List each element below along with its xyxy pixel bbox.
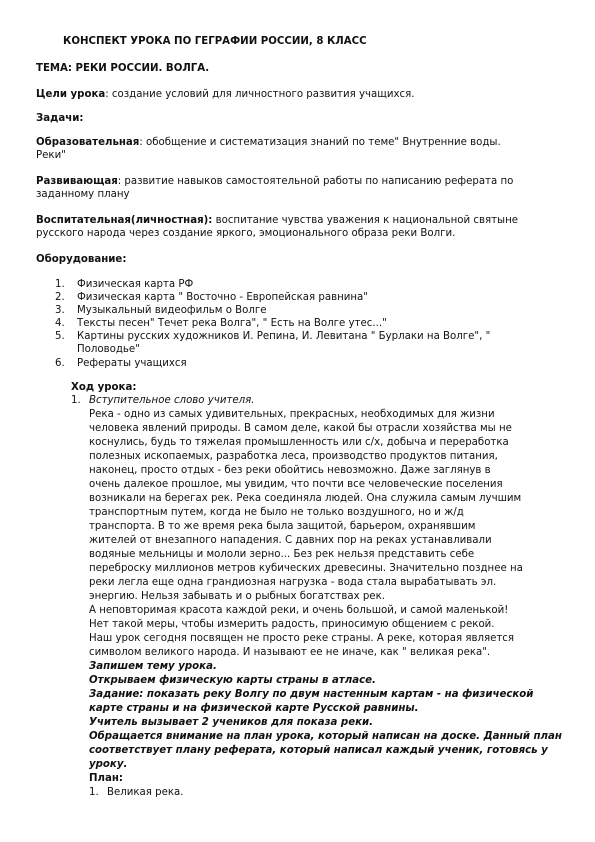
equipment-item-5: Картины русских художников И. Репина, И. Левитана " Бурлаки на Волге", "	[77, 331, 491, 342]
equipment-item-4-num: 4.	[55, 318, 65, 329]
educational-line-1	[36, 137, 501, 149]
upbringing-line-2: русского народа через создание яркого, эмоционального образа реки Волги.	[36, 228, 456, 239]
paragraph-line: наконец, просто отдых - без реки обойтись невозможно. Даже заглянув в	[89, 465, 491, 476]
paragraph-line: транспортным путем, когда не было не только воздушного, но и ж/д	[89, 507, 464, 518]
paragraph-line: Наш урок сегодня посвящен не просто реке страны. А реке, которая является	[89, 633, 515, 644]
equipment-item-5-cont: Половодье"	[77, 344, 140, 355]
upbringing-text: воспитание чувства уважения к национальной святыне	[212, 215, 519, 226]
educational-text: : обобщение и систематизация знаний по теме" Внутренние воды.	[139, 137, 501, 148]
plan-label: План:	[89, 773, 123, 784]
paragraph-line: Нет такой меры, чтобы измерить радость, приносимую общением с рекой.	[89, 619, 495, 630]
instruction-line: Запишем тему урока.	[89, 661, 217, 672]
goals-text: : создание условий для личностного развития учащихся.	[105, 89, 415, 100]
paragraph-line: символом великого народа. И называют ее не иначе, как " великая река".	[89, 647, 491, 658]
equipment-label: Оборудование:	[36, 254, 127, 265]
paragraph-line: транспорта. В то же время река была защитой, барьером, охранявшим	[89, 521, 476, 532]
developing-line-1	[36, 176, 513, 188]
paragraph-line: энергию. Нельзя забывать и о рыбных богатствах рек.	[89, 591, 385, 602]
equipment-item-3-num: 3.	[55, 305, 65, 316]
paragraph-line: реки легла еще одна грандиозная нагрузка - вода стала вырабатывать эл.	[89, 577, 497, 588]
goals-label: Цели урока	[36, 89, 106, 100]
document-title: КОНСПЕКТ УРОКА ПО ГЕГРАФИИ РОССИИ, 8 КЛАСС	[63, 36, 367, 47]
equipment-item-1: Физическая карта РФ	[77, 279, 194, 290]
upbringing-label: Воспитательная(личностная):	[36, 215, 213, 226]
upbringing-line-1	[36, 215, 518, 227]
paragraph-line: водяные мельницы и мололи зерно... Без рек нельзя представить себе	[89, 549, 475, 560]
equipment-item-4: Тексты песен" Течет река Волга", " Есть на Волге утес..."	[77, 318, 387, 329]
equipment-item-1-num: 1.	[55, 279, 65, 290]
goals-line	[36, 89, 415, 101]
paragraph-line: А неповторимая красота каждой реки, и очень большой, и самой маленькой!	[89, 605, 509, 616]
equipment-item-2: Физическая карта " Восточно - Европейская равнина"	[77, 292, 368, 303]
lesson-label: Ход урока:	[71, 382, 137, 393]
developing-line-2: заданному плану	[36, 189, 130, 200]
paragraph-line: человека явлений природы. В самом деле, какой бы отрасли хозяйства мы не	[89, 423, 512, 434]
educational-line-2: Реки"	[36, 150, 66, 161]
developing-text: : развитие навыков самостоятельной работы по написанию реферата по	[117, 176, 514, 187]
step-1-num: 1.	[71, 395, 81, 406]
developing-label: Развивающая	[36, 176, 118, 187]
paragraph-line: очень далекое прошлое, мы увидим, что почти все человеческие поселения	[89, 479, 503, 490]
paragraph-line: полезных ископаемых, разработка леса, производство продуктов питания,	[89, 451, 498, 462]
instruction-line: Учитель вызывает 2 учеников для показа реки.	[89, 717, 374, 728]
equipment-item-6-num: 6.	[55, 358, 65, 369]
educational-label: Образовательная	[36, 137, 140, 148]
equipment-item-3: Музыкальный видеофильм о Волге	[77, 305, 267, 316]
paragraph-line: коснулись, будь то тяжелая промышленность или с/х, добыча и переработка	[89, 437, 509, 448]
instruction-line: соответствует плану реферата, который написал каждый ученик, готовясь у	[89, 745, 548, 756]
step-1-title: Вступительное слово учителя.	[89, 395, 255, 406]
paragraph-line: жителей от внезапного нападения. С давних пор на реках устанавливали	[89, 535, 492, 546]
equipment-item-2-num: 2.	[55, 292, 65, 303]
instruction-line: Обращается внимание на план урока, который написан на доске. Данный план	[89, 731, 562, 742]
equipment-item-5-num: 5.	[55, 331, 65, 342]
instruction-line: Открываем физическую карты страны в атласе.	[89, 675, 376, 686]
instruction-line: уроку.	[89, 759, 128, 770]
tasks-label: Задачи:	[36, 113, 84, 124]
paragraph-line: возникали на берегах рек. Река соединяла людей. Она служила самым лучшим	[89, 493, 522, 504]
paragraph-line: Река - одно из самых удивительных, прекрасных, необходимых для жизни	[89, 409, 495, 420]
instruction-line: Задание: показать реку Волгу по двум настенным картам - на физической	[89, 689, 534, 700]
instruction-line: карте страны и на физической карте Русской равнины.	[89, 703, 419, 714]
plan-item-1-num: 1.	[89, 787, 99, 798]
paragraph-line: переброску миллионов метров кубических древесины. Значительно позднее на	[89, 563, 523, 574]
plan-item-1: Великая река.	[107, 787, 184, 798]
equipment-item-6: Рефераты учащихся	[77, 358, 187, 369]
topic-heading: ТЕМА: РЕКИ РОССИИ. ВОЛГА.	[36, 63, 210, 74]
